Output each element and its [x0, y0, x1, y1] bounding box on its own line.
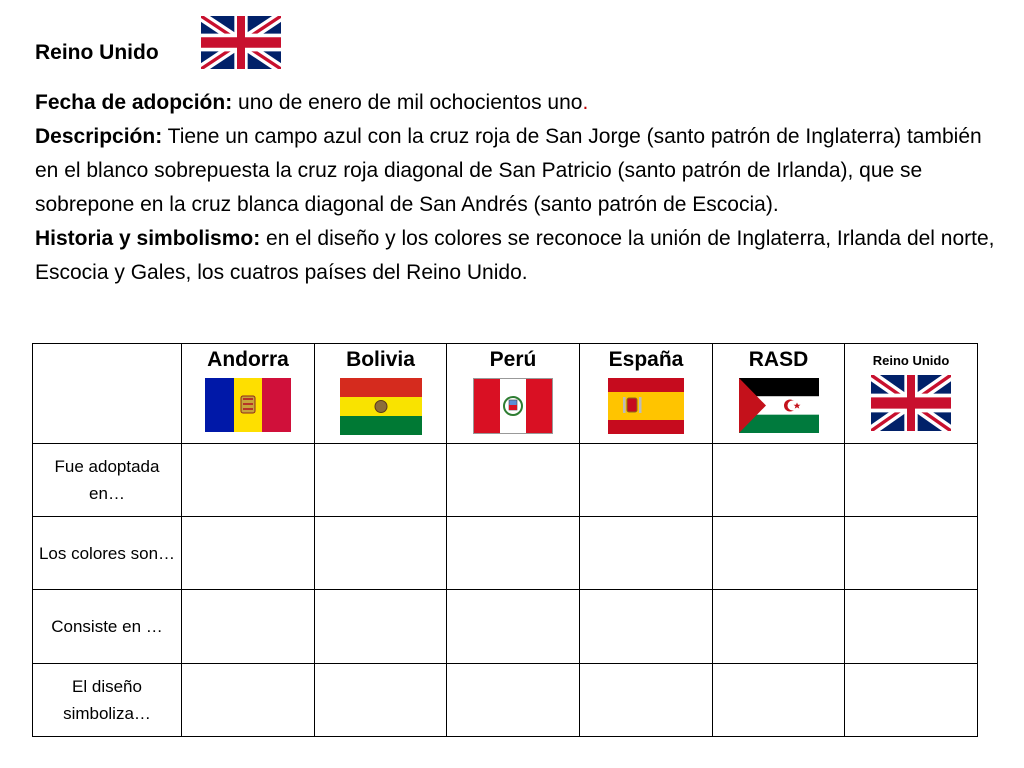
description-paragraph: [35, 120, 995, 222]
answer-cell: [447, 663, 580, 736]
flags-worksheet-table: [32, 343, 978, 737]
answer-cell: [182, 516, 315, 589]
answer-cell: [315, 663, 447, 736]
description-text: Tiene un campo azul con la cruz roja de San Jorge (santo patrón de Inglaterra) también en el blanco sobrepuesta la cruz roja diagonal de San Patricio (santo patrón de Irlanda), que se sobrepone en la cruz blanca diagonal de San Andrés (santo patrón de Escocia).: [35, 125, 982, 216]
answer-cell: [315, 590, 447, 663]
answer-cell: [713, 516, 845, 589]
table-corner-cell: [33, 344, 182, 444]
adoption-text: uno de enero de mil ochocientos uno: [232, 91, 583, 114]
answer-cell: [182, 443, 315, 516]
history-label: Historia y simbolismo:: [35, 227, 261, 250]
table-row: [33, 516, 978, 589]
column-header-reino-unido: [845, 344, 978, 444]
column-header-andorra: [182, 344, 315, 444]
answer-cell: [713, 590, 845, 663]
answer-cell: [713, 443, 845, 516]
table-row: [33, 663, 978, 736]
flag-description: [35, 86, 995, 290]
adoption-paragraph: [35, 86, 995, 120]
country-name: Perú: [489, 348, 537, 371]
andorra-flag-icon: [205, 378, 291, 432]
answer-cell: [182, 590, 315, 663]
answer-cell: [713, 663, 845, 736]
table-header-row: [33, 344, 978, 444]
table-row: [33, 443, 978, 516]
country-name: Reino Unido: [872, 353, 950, 368]
rasd-flag-icon: [739, 378, 819, 433]
spain-flag-icon: [608, 378, 684, 434]
answer-cell: [580, 516, 713, 589]
row-label: Consiste en …: [33, 590, 182, 663]
answer-cell: [580, 443, 713, 516]
answer-cell: [447, 590, 580, 663]
adoption-period: .: [582, 91, 589, 114]
table-row: [33, 590, 978, 663]
column-header-peru: [447, 344, 580, 444]
column-header-espana: [580, 344, 713, 444]
country-name: RASD: [748, 348, 809, 371]
column-header-rasd: [713, 344, 845, 444]
uk-flag-icon: [871, 375, 951, 431]
answer-cell: [182, 663, 315, 736]
country-name: Bolivia: [346, 348, 415, 371]
answer-cell: [845, 663, 978, 736]
country-name: España: [608, 348, 684, 371]
answer-cell: [845, 590, 978, 663]
row-label: Fue adoptada en…: [33, 443, 182, 516]
page-title: Reino Unido: [35, 41, 159, 64]
answer-cell: [580, 590, 713, 663]
answer-cell: [447, 443, 580, 516]
answer-cell: [845, 443, 978, 516]
uk-flag-icon: [201, 16, 281, 69]
answer-cell: [447, 516, 580, 589]
bolivia-flag-icon: [340, 378, 422, 435]
history-paragraph: [35, 222, 995, 290]
answer-cell: [315, 516, 447, 589]
answer-cell: [315, 443, 447, 516]
row-label: El diseño simboliza…: [33, 663, 182, 736]
adoption-label: Fecha de adopción:: [35, 91, 233, 114]
country-name: Andorra: [207, 348, 289, 371]
peru-flag-icon: [473, 378, 553, 434]
history-text: en el diseño y los colores se reconoce la unión de Inglaterra, Irlanda del norte, Escocia y Gales, los cuatros países del Reino Unido.: [35, 227, 995, 284]
row-label: Los colores son…: [33, 516, 182, 589]
column-header-bolivia: [315, 344, 447, 444]
description-label: Descripción:: [35, 125, 163, 148]
answer-cell: [580, 663, 713, 736]
answer-cell: [845, 516, 978, 589]
